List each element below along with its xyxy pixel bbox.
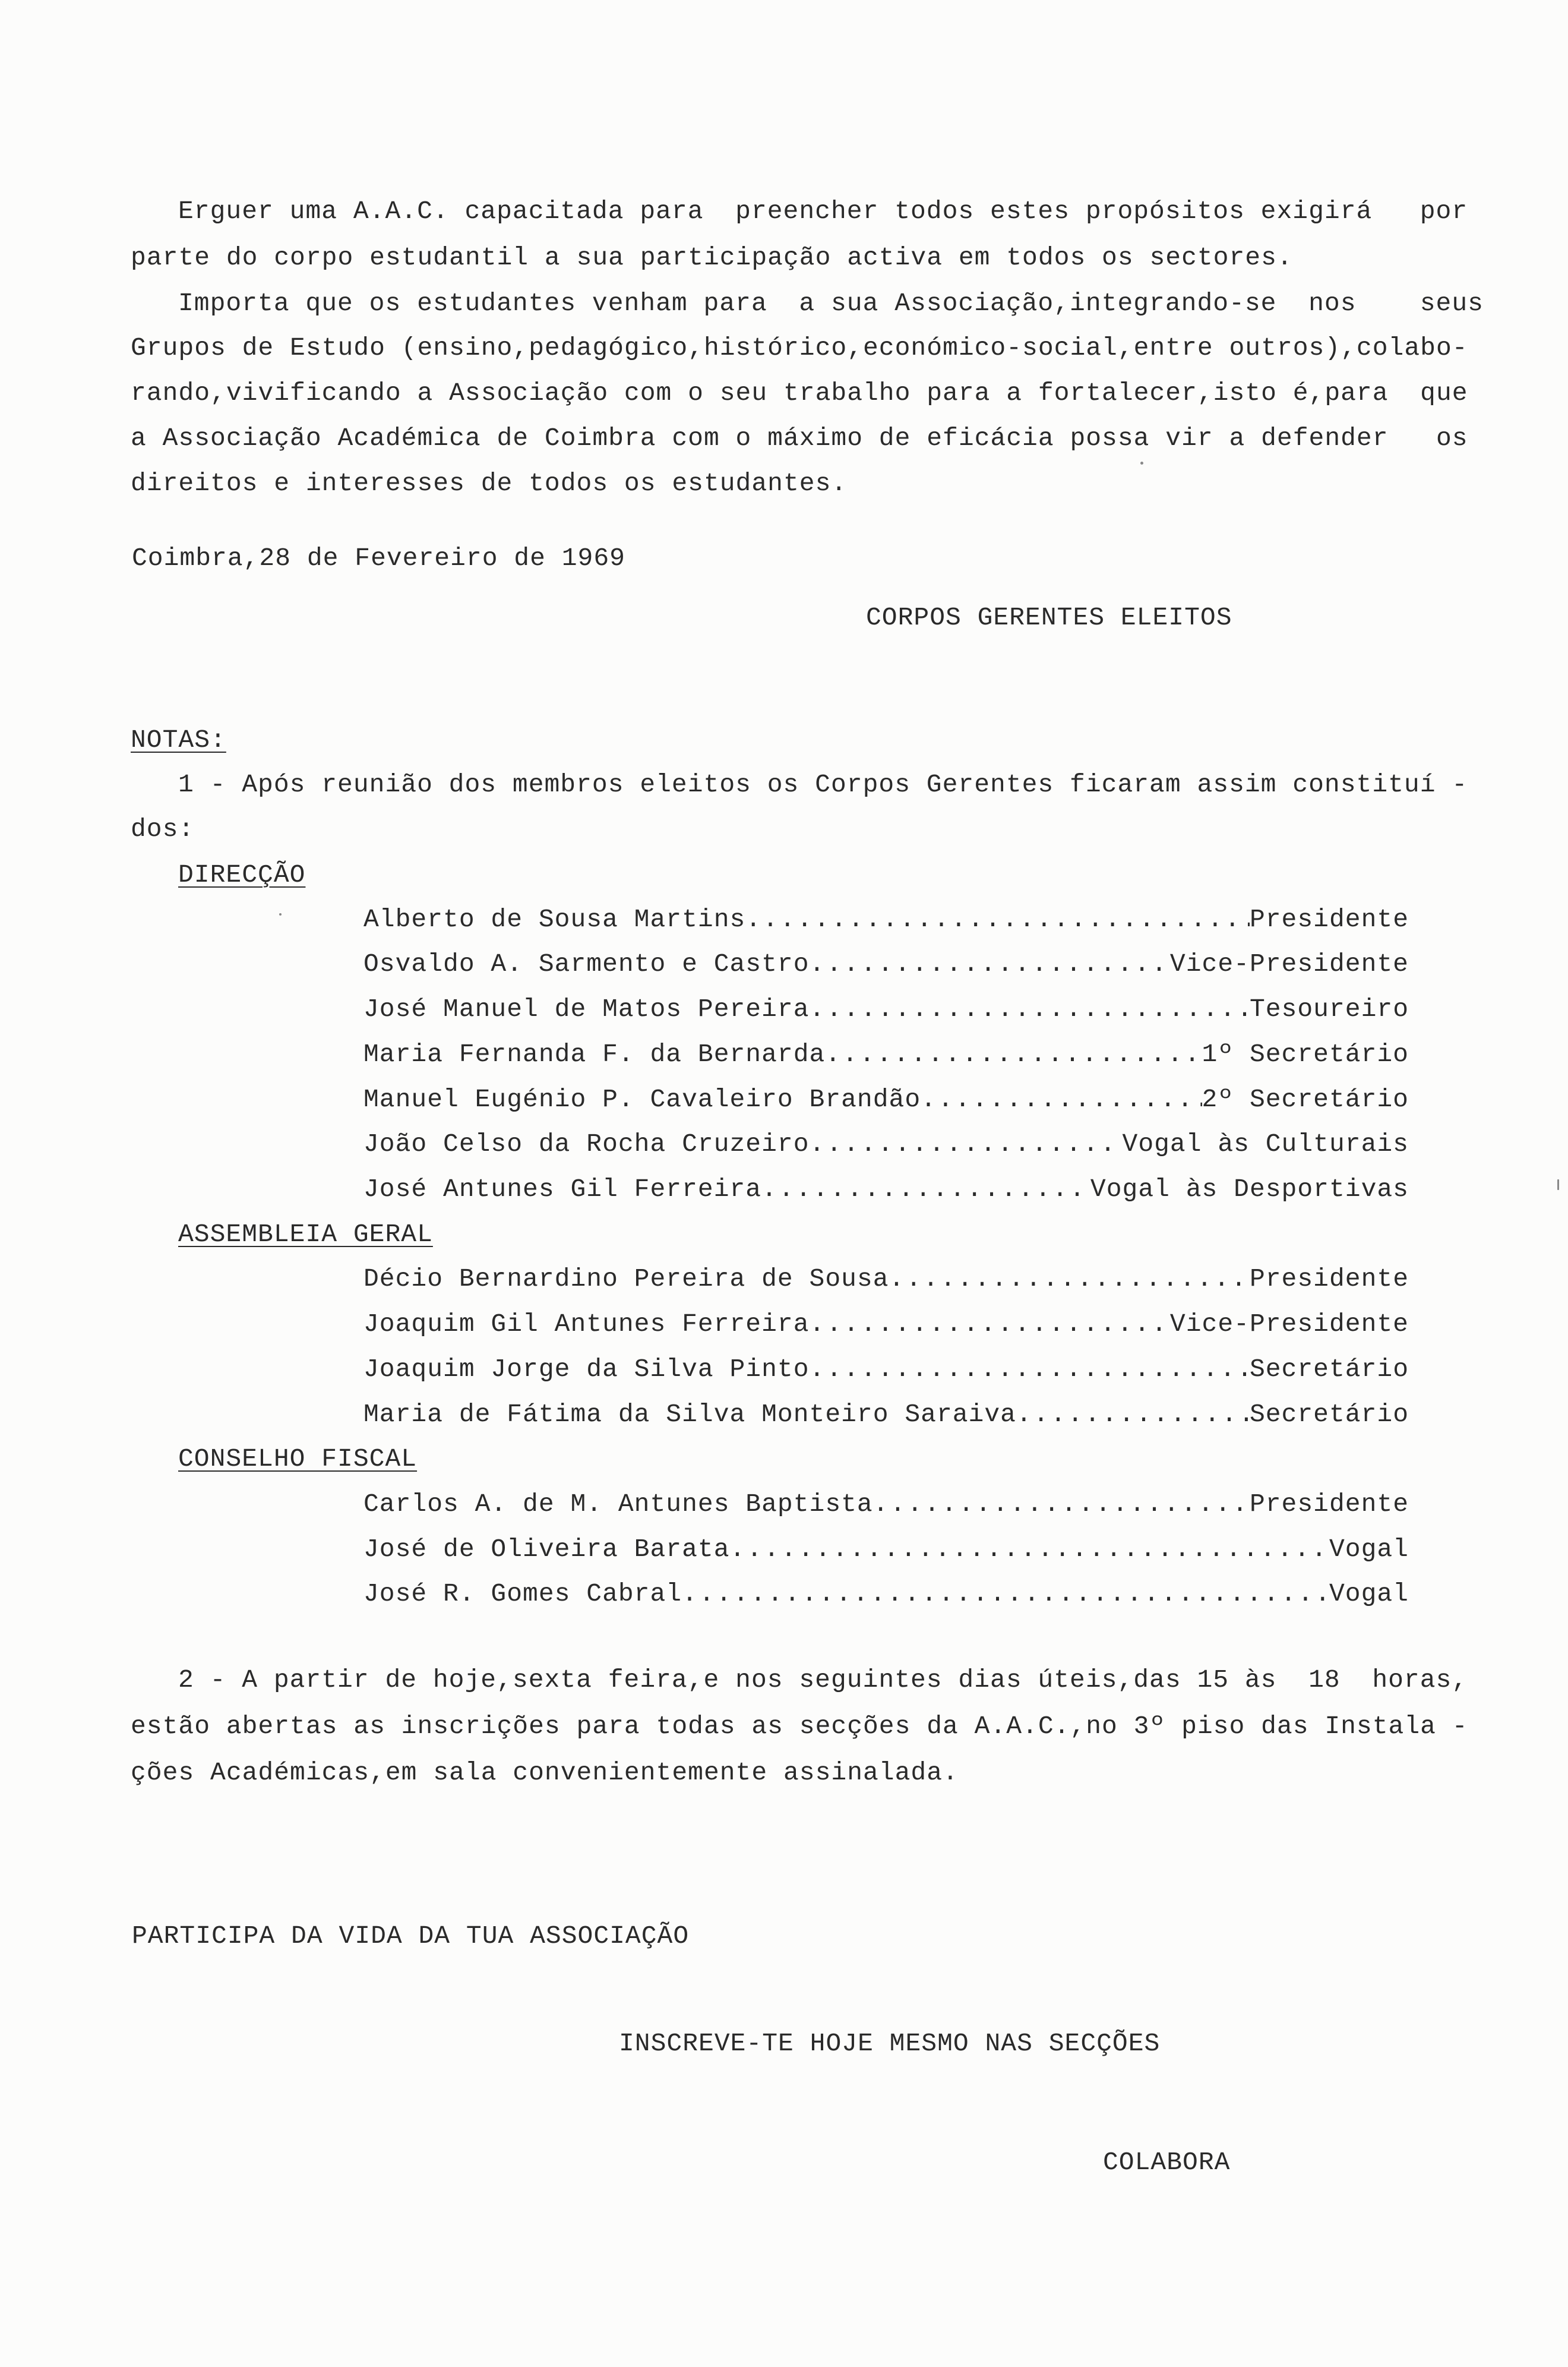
paragraph1-line-1: Erguer uma A.A.C. capacitada para preencher todos estes propósitos exigirá por: [178, 197, 1468, 226]
officer-row: [363, 1534, 1409, 1565]
dot-leader: [730, 1534, 1329, 1565]
notes-heading: NOTAS:: [131, 725, 226, 755]
officer-row: [363, 949, 1409, 980]
officer-row: [363, 904, 1409, 935]
officer-row: [363, 1129, 1409, 1160]
dot-leader: [873, 1489, 1250, 1520]
slogan-participa: PARTICIPA DA VIDA DA TUA ASSOCIAÇÃO: [132, 1921, 690, 1951]
officer-role: Presidente: [1249, 905, 1409, 934]
officer-role: Vogal: [1329, 1535, 1409, 1564]
paragraph2-line-2: Grupos de Estudo (ensino,pedagógico,histórico,económico-social,entre outros),colabo-: [131, 333, 1468, 362]
officer-name: João Celso da Rocha Cruzeiro: [363, 1129, 810, 1159]
dot-leader: [761, 1174, 1090, 1205]
officer-row: [363, 1264, 1409, 1295]
officer-role: 1º Secretário: [1202, 1040, 1409, 1069]
officer-name: Maria de Fátima da Silva Monteiro Saraiva: [363, 1400, 1016, 1429]
officer-row: [363, 1039, 1409, 1070]
officer-row: [363, 1354, 1409, 1385]
officer-name: Joaquim Jorge da Silva Pinto: [363, 1355, 810, 1384]
dot-leader: [810, 1129, 1123, 1160]
section-title-direccao: DIRECÇÃO: [178, 860, 306, 889]
section-title-assembleia-geral: ASSEMBLEIA GERAL: [178, 1220, 433, 1249]
officer-role: Vogal às Desportivas: [1090, 1175, 1409, 1204]
officer-role: Secretário: [1249, 1400, 1409, 1429]
officer-name: José R. Gomes Cabral: [363, 1579, 682, 1608]
slogan-colabora: COLABORA: [1103, 2148, 1231, 2177]
paragraph2-line-5: direitos e interesses de todos os estudantes.: [131, 469, 848, 498]
officer-name: Osvaldo A. Sarmento e Castro: [363, 949, 810, 979]
dot-leader: [810, 994, 1250, 1025]
officer-role: Tesoureiro: [1249, 995, 1409, 1024]
officer-name: José Manuel de Matos Pereira: [363, 995, 810, 1024]
dot-leader: [682, 1579, 1329, 1609]
officer-name: Maria Fernanda F. da Bernarda: [363, 1040, 826, 1069]
officer-role: Vogal: [1329, 1579, 1409, 1608]
dot-leader: [921, 1084, 1202, 1115]
officer-row: [363, 1309, 1409, 1340]
paragraph2-line-3: rando,vivificando a Associação com o seu trabalho para a fortalecer,isto é,para que: [131, 378, 1468, 408]
dot-leader: [745, 904, 1250, 935]
officer-name: Carlos A. de M. Antunes Baptista: [363, 1489, 873, 1519]
officer-row: [363, 1399, 1409, 1430]
officer-role: Vice-Presidente: [1169, 949, 1409, 979]
officer-name: Joaquim Gil Antunes Ferreira: [363, 1309, 810, 1339]
officer-row: [363, 1579, 1409, 1609]
officer-name: Manuel Eugénio P. Cavaleiro Brandão: [363, 1085, 921, 1114]
place-date: Coimbra,28 de Fevereiro de 1969: [132, 544, 625, 573]
officer-row: [363, 994, 1409, 1025]
officer-row: [363, 1084, 1409, 1115]
note1-line-2: dos:: [131, 815, 195, 844]
officer-row: [363, 1489, 1409, 1520]
signature: CORPOS GERENTES ELEITOS: [866, 603, 1232, 632]
officer-name: José de Oliveira Barata: [363, 1535, 730, 1564]
officer-role: 2º Secretário: [1202, 1085, 1409, 1114]
dot-leader: [810, 1309, 1170, 1340]
officer-role: Vice-Presidente: [1169, 1309, 1409, 1339]
paragraph2-line-1: Importa que os estudantes venham para a sua Associação,integrando-se nos seus: [178, 289, 1484, 318]
dot-leader: [810, 949, 1170, 980]
officer-name: Alberto de Sousa Martins: [363, 905, 746, 934]
officer-role: Vogal às Culturais: [1122, 1129, 1409, 1159]
slogan-inscreve: INSCREVE-TE HOJE MESMO NAS SECÇÕES: [619, 2029, 1161, 2058]
officer-role: Secretário: [1249, 1355, 1409, 1384]
officer-role: Presidente: [1249, 1264, 1409, 1293]
officer-role: Presidente: [1249, 1489, 1409, 1519]
officer-row: [363, 1174, 1409, 1205]
dot-leader: [1016, 1399, 1250, 1430]
note2-line-2: estão abertas as inscrições para todas as secções da A.A.C.,no 3º piso das Instala -: [131, 1712, 1468, 1741]
scan-speck: [279, 913, 282, 916]
dot-leader: [810, 1354, 1250, 1385]
section-title-conselho-fiscal: CONSELHO FISCAL: [178, 1444, 418, 1473]
scan-speck: [1557, 1179, 1559, 1190]
officer-name: José Antunes Gil Ferreira: [363, 1175, 762, 1204]
note1-line-1: 1 - Após reunião dos membros eleitos os Corpos Gerentes ficaram assim constituí -: [178, 770, 1468, 799]
officer-name: Décio Bernardino Pereira de Sousa: [363, 1264, 889, 1293]
paragraph1-line-2: parte do corpo estudantil a sua participação activa em todos os sectores.: [131, 243, 1293, 272]
dot-leader: [889, 1264, 1250, 1295]
note2-line-1: 2 - A partir de hoje,sexta feira,e nos seguintes dias úteis,das 15 às 18 horas,: [178, 1665, 1468, 1694]
dot-leader: [825, 1039, 1202, 1070]
paragraph2-line-4: a Associação Académica de Coimbra com o máximo de eficácia possa vir a defender os: [131, 424, 1468, 453]
note2-line-3: ções Académicas,em sala convenientemente assinalada.: [131, 1758, 959, 1787]
scan-speck: [1140, 462, 1143, 465]
